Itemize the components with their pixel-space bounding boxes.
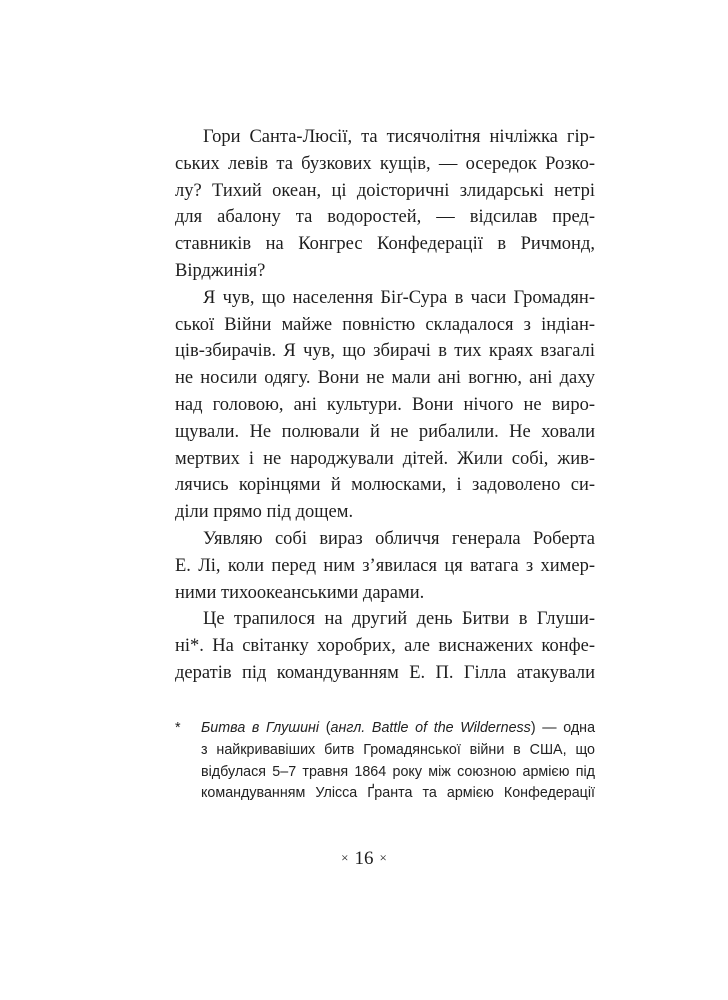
- text-line: діли прямо під дощем.: [175, 502, 354, 523]
- text-line: ними тихоокеанськими дарами.: [175, 582, 425, 603]
- text-line: щували. Не полювали й не рибалили. Не ховали: [175, 421, 595, 442]
- text-line: Це трапилося на другий день Битви в Глуши-: [203, 609, 595, 630]
- footnote-battle-name: Битва в Глушині: [201, 720, 320, 736]
- text-line: над головою, ані культури. Вони нічого не виро-: [175, 394, 595, 415]
- text-line: Вірджинія?: [175, 260, 266, 281]
- page-number: [0, 848, 728, 870]
- text-line: Гори Санта-Люсії, та тисячолітня нічліжка гір-: [203, 127, 595, 147]
- text-line: Уявляю собі вираз обличчя генерала Роберта: [203, 528, 595, 549]
- page-number-ornament-left: ×: [341, 850, 349, 865]
- text-line: не носили одягу. Вони не мали ані вогню, ані даху: [175, 368, 595, 389]
- text-line: Е. Лі, коли перед ним з’явилася ця ватага з химер-: [175, 555, 595, 576]
- footnote-text: (: [319, 720, 331, 736]
- footnote-marker: *: [175, 720, 181, 736]
- text-line: мертвих і не народжували дітей. Жили собі, жив-: [175, 448, 595, 469]
- text-line: ставників на Конгрес Конфедерації в Ричмонд,: [175, 234, 595, 255]
- text-line: для абалону та водоростей, — відсилав пред-: [175, 207, 595, 228]
- page-number-value: 16: [354, 848, 374, 869]
- text-line: лячись корінцями й молюсками, і задоволено си-: [175, 475, 595, 496]
- footnote-line: командуванням Улісса Ґранта та армією Конфедерації: [201, 785, 595, 802]
- text-line: ських левів та бузкових кущів, — осередок Розко-: [175, 153, 595, 174]
- footnote-line: [201, 718, 595, 740]
- footnote-line: відбулася 5–7 травня 1864 року між союзною армією під: [201, 763, 595, 780]
- text-line: лу? Тихий океан, ці доісторичні злидарські нетрі: [175, 180, 595, 201]
- footnote-body: [201, 718, 595, 805]
- paragraph-4: [175, 606, 595, 686]
- paragraph-1: [175, 124, 595, 285]
- text-line: Я чув, що населення Біґ-Сура в часи Громадян-: [203, 287, 595, 308]
- footnote-english-name: англ. Battle of the Wilderness: [330, 720, 531, 736]
- paragraph-2: [175, 285, 595, 526]
- main-text: [175, 124, 595, 687]
- text-line: ців-збирачів. Я чув, що збирачі в тих краях взагалі: [175, 341, 595, 362]
- text-line: ні*. На світанку хоробрих, але виснажених конфе-: [175, 636, 595, 657]
- paragraph-3: [175, 526, 595, 606]
- text-line: дератів під командуванням Е. П. Гілла атакували: [175, 662, 595, 683]
- text-line: ської Війни майже повністю складалося з індіан-: [175, 314, 595, 335]
- footnote: [175, 718, 595, 805]
- page-number-ornament-right: ×: [379, 850, 387, 865]
- footnote-line: з найкривавіших битв Громадянської війни в США, що: [201, 741, 595, 758]
- footnote-text: ) — одна: [530, 720, 596, 736]
